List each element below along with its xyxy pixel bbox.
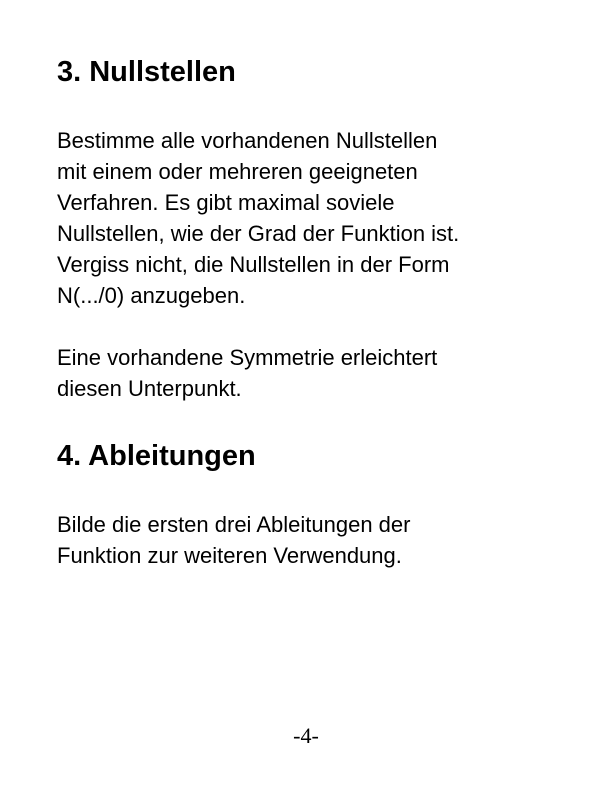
text-line: diesen Unterpunkt. (57, 376, 242, 401)
page-number: -4- (293, 723, 319, 748)
paragraph-ableitungen-instructions (57, 509, 410, 571)
section-heading-nullstellen: 3. Nullstellen (57, 56, 236, 88)
text-line: Bilde die ersten drei Ableitungen der (57, 512, 411, 537)
text-line: Bestimme alle vorhandenen Nullstellen (57, 128, 438, 153)
text-line: N(.../0) anzugeben. (57, 283, 246, 308)
text-line: Vergiss nicht, die Nullstellen in der Form (57, 252, 450, 277)
paragraph-symmetrie-hint (57, 342, 437, 404)
text-line: Funktion zur weiteren Verwendung. (57, 543, 402, 568)
text-line: Verfahren. Es gibt maximal soviele (57, 190, 395, 215)
section-heading-ableitungen: 4. Ableitungen (57, 440, 256, 472)
text-line: Eine vorhandene Symmetrie erleichtert (57, 345, 438, 370)
text-line: mit einem oder mehreren geeigneten (57, 159, 418, 184)
text-line: Nullstellen, wie der Grad der Funktion ist. (57, 221, 460, 246)
paragraph-nullstellen-instructions (57, 125, 459, 311)
